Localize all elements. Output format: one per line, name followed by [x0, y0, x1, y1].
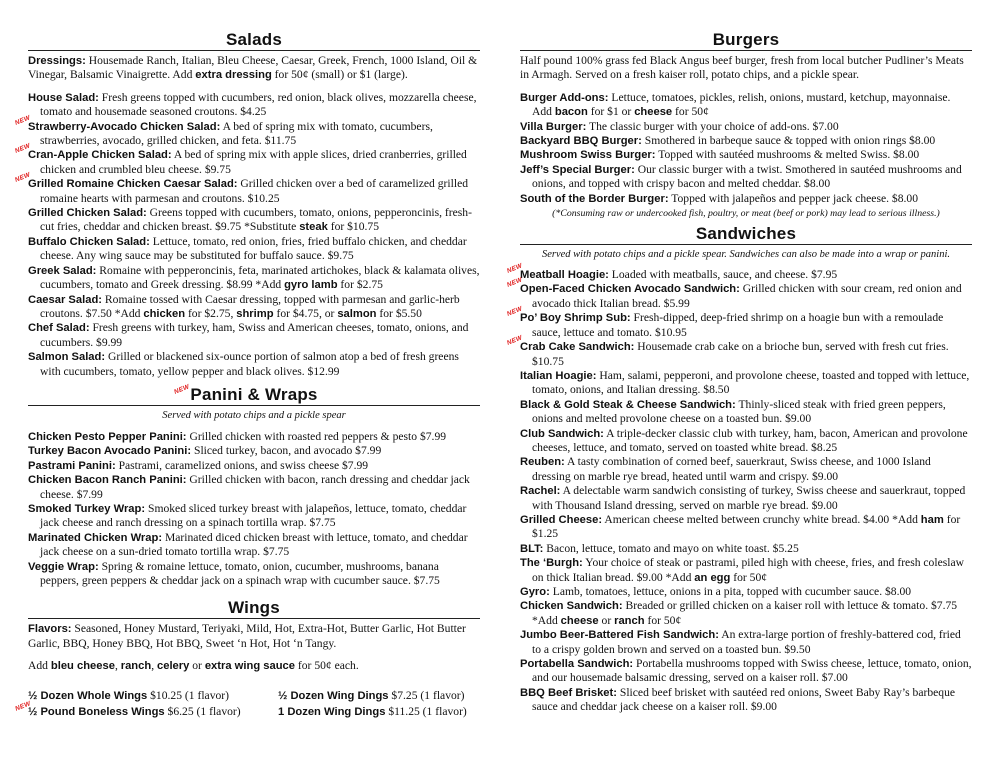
menu-item-villa-burger	[520, 120, 972, 134]
item-desc: Smothered in barbeque sauce & topped with onion rings $8.00	[641, 134, 936, 148]
item-desc: A delectable warm sandwich consisting of turkey, Swiss cheese and sauerkraut, topped with Thousand Island dressing, served on marble rye bread. $9.00	[532, 484, 966, 512]
menu-item-chicken-pesto-panini	[28, 430, 480, 444]
item-name: Cran-Apple Chicken Salad:	[28, 149, 172, 162]
item-name: Open-Faced Chicken Avocado Sandwich:	[520, 283, 740, 296]
item-desc: Grilled chicken over a bed of caramelized grilled romaine hearts with parmesan and croutons. $10.25	[40, 177, 469, 205]
item-desc: Sliced beef brisket with sautéed red onions, Sweet Baby Ray’s barbeque sauce and cheddar jack cheese on a kaiser roll. $9.00	[532, 685, 956, 714]
item-desc: Smoked sliced turkey breast with jalapeños, lettuce, tomato, cheddar jack cheese and ranch dressing on a spinach tortilla wrap. $7.75	[40, 501, 467, 530]
item-desc: Romaine tossed with Caesar dressing, topped with parmesan and garlic-herb croutons. $7.50 *Add	[40, 292, 460, 320]
menu-item-grilled-romaine-caesar	[14, 171, 480, 206]
item-name: Grilled Chicken Salad:	[28, 207, 147, 220]
dressings-tail: for 50¢ (small) or $1 (large).	[271, 68, 408, 82]
panini-title: Panini & Wraps	[190, 384, 318, 404]
new-badge-icon: NEW	[173, 383, 192, 396]
item-name: Jeff’s Special Burger:	[520, 163, 635, 176]
addon-cheese: cheese	[634, 106, 673, 119]
item-addon: chicken	[143, 307, 186, 320]
extra-ranch: ranch	[120, 660, 152, 673]
menu-item-smoked-turkey-wrap	[28, 502, 480, 531]
salads-title: Salads	[225, 30, 282, 49]
item-desc: The classic burger with your choice of add-ons. $7.00	[586, 119, 839, 133]
addons-text: for $1 or	[587, 105, 635, 119]
item-addon: steak	[299, 221, 328, 234]
menu-item-black-gold-steak	[520, 398, 972, 427]
wing-option-price: $7.25 (1 flavor)	[388, 688, 465, 702]
item-name: Black & Gold Steak & Cheese Sandwich:	[520, 398, 736, 411]
item-name: Villa Burger:	[520, 120, 587, 133]
item-desc: Housemade crab cake on a brioche bun, served with fresh cut fries. $10.75	[532, 340, 949, 368]
item-desc-tail: for $10.75	[327, 220, 380, 234]
menu-item-club-sandwich	[520, 427, 972, 456]
new-badge-icon: NEW	[506, 262, 524, 275]
sandwiches-subtitle: Served with potato chips and a pickle spear. Sandwiches can also be made into a wrap or panini.	[541, 249, 950, 261]
item-addon: ham	[920, 513, 944, 526]
item-addon: shrimp	[236, 307, 274, 320]
menu-item-open-faced-chicken-avocado	[506, 276, 972, 311]
item-name: Meatball Hoagie:	[520, 269, 609, 282]
menu-item-greek-salad	[28, 264, 480, 293]
extras-text: Add	[28, 659, 51, 673]
wing-option	[278, 688, 465, 704]
item-desc: Topped with sautéed mushrooms & melted Swiss. $8.00	[655, 148, 920, 162]
menu-item-turkey-bacon-avocado-panini	[28, 444, 480, 458]
sandwiches-title: Sandwiches	[695, 224, 797, 244]
menu-item-jeffs-special-burger	[520, 163, 972, 192]
menu-item-crab-cake-sandwich	[506, 334, 972, 369]
item-desc: A bed of spring mix with tomato, cucumbers, strawberries, avocado, grilled chicken, and feta. $11.75	[40, 119, 433, 148]
right-column	[506, 30, 972, 715]
menu-item-bbq-beef-brisket	[520, 686, 972, 715]
wings-header	[28, 598, 480, 619]
item-desc: Loaded with meatballs, sauce, and cheese. $7.95	[608, 268, 838, 282]
menu-item-chicken-bacon-ranch-panini	[28, 473, 480, 502]
item-desc: Marinated diced chicken breast with lettuce, tomato, and cheddar jack cheese on a sun-dried tomato tortilla wrap. $7.75	[40, 530, 468, 559]
wing-option	[28, 688, 278, 704]
new-badge-icon: NEW	[14, 171, 32, 185]
burgers-intro: Half pound 100% grass fed Black Angus beef burger, fresh from local butcher Pudliner’s Meats in Armagh. Served on a fresh kaiser roll, potato chips, and a pickle spear.	[520, 54, 964, 82]
item-desc: Greens topped with cucumbers, tomato, onions, pepperoncinis, fresh-cut fries, cheddar and chicken breast. $9.75 *Substitute	[40, 206, 472, 234]
menu-item-marinated-chicken-wrap	[28, 531, 480, 560]
dressings-line	[28, 54, 480, 83]
item-name: Grilled Romaine Chicken Caesar Salad:	[28, 178, 238, 191]
burgers-title: Burgers	[712, 30, 780, 49]
new-badge-icon: NEW	[14, 142, 32, 156]
item-desc: Topped with jalapeños and pepper jack cheese. $8.00	[668, 191, 918, 205]
new-badge-icon: NEW	[506, 334, 524, 347]
menu-item-salmon-salad	[28, 350, 480, 379]
item-desc: Pastrami, caramelized onions, and swiss cheese $7.99	[115, 458, 369, 472]
wing-option-price: $10.25 (1 flavor)	[147, 688, 230, 702]
item-desc: Grilled chicken with bacon, ranch dressing and cheddar jack cheese. $7.99	[40, 473, 470, 501]
item-name: Strawberry-Avocado Chicken Salad:	[28, 120, 221, 133]
item-addon: salmon	[337, 307, 377, 320]
extra-bleu-cheese: bleu cheese	[50, 660, 115, 673]
menu-item-meatball-hoagie	[506, 262, 972, 282]
item-name: Portabella Sandwich:	[520, 658, 634, 671]
item-addon: cheese	[560, 614, 599, 627]
wing-option	[14, 699, 278, 720]
item-desc: Your choice of steak or pastrami, piled high with cheese, fries, and fresh coleslaw on thick Italian bread. $9.00 *Add	[532, 556, 964, 584]
menu-item-reuben	[520, 455, 972, 484]
item-desc: A tasty combination of corned beef, sauerkraut, Swiss cheese, and 1000 Island dressing on marble rye bread, heated until warm and crispy. $9.00	[532, 455, 931, 483]
panini-header	[28, 385, 480, 406]
wing-option	[278, 704, 467, 720]
wing-option-name: ½ Pound Boneless Wings	[28, 705, 165, 718]
item-name: Italian Hoagie:	[520, 369, 597, 382]
menu-item-veggie-wrap	[28, 560, 480, 589]
item-name: Po’ Boy Shrimp Sub:	[520, 312, 631, 325]
item-name: Backyard BBQ Burger:	[520, 135, 642, 148]
extras-sep: or	[189, 659, 205, 673]
item-desc: Romaine with pepperoncinis, feta, marinated artichokes, black & kalamata olives, cucumbers, tomato and Greek dressing. $8.99 *Add	[40, 263, 480, 292]
item-name: Veggie Wrap:	[28, 560, 99, 573]
item-desc: Sliced turkey, bacon, and avocado $7.99	[191, 444, 382, 458]
item-name: Smoked Turkey Wrap:	[28, 502, 146, 515]
menu-item-pastrami-panini	[28, 459, 480, 473]
wing-option-name: 1 Dozen Wing Dings	[278, 705, 386, 718]
addons-tail: for 50¢	[672, 105, 709, 119]
sandwiches-header	[520, 224, 972, 245]
flavors-label: Flavors:	[28, 623, 72, 636]
addons-text: Lettuce, tomatoes, pickles, relish, onions, mustard, ketchup, mayonnaise. Add	[532, 90, 951, 119]
item-desc: Thinly-sliced steak with fried green peppers, onions and melted provolone cheese on a toasted bun. $9.00	[532, 397, 946, 426]
menu-item-the-burgh	[520, 556, 972, 585]
menu-item-mushroom-swiss-burger	[520, 148, 972, 162]
item-desc: Portabella mushrooms topped with Swiss cheese, lettuce, tomato, onion, and our housemade balsamic dressing, served on a kaiser roll. $7.00	[532, 657, 972, 685]
item-name: The ‘Burgh:	[520, 557, 583, 570]
menu-item-blt	[520, 542, 972, 556]
menu-item-gyro	[520, 585, 972, 599]
menu-item-italian-hoagie	[520, 369, 972, 398]
item-name: Turkey Bacon Avocado Panini:	[28, 445, 192, 458]
item-desc: Our classic burger with a twist. Smothered in sautéed mushrooms and onions, and topped with crispy bacon and melted cheddar. $8.00	[532, 162, 962, 191]
item-desc-tail: for 50¢	[644, 613, 682, 627]
burger-addons	[520, 91, 972, 120]
item-name: Greek Salad:	[28, 264, 97, 277]
menu-item-cran-apple-salad	[14, 142, 480, 177]
item-desc: Fresh greens with turkey, ham, Swiss and American cheeses, tomato, onions, and cucumbers. $9.99	[40, 321, 469, 349]
item-desc: Bacon, lettuce, tomato and mayo on white toast. $5.25	[543, 541, 799, 555]
menu-item-strawberry-avocado-salad	[14, 113, 480, 149]
new-badge-icon: NEW	[506, 276, 524, 290]
wing-option-price: $6.25 (1 flavor)	[164, 704, 241, 718]
flavors-list: Seasoned, Honey Mustard, Teriyaki, Mild, Hot, Extra-Hot, Butter Garlic, Hot Butter Garlic, BBQ, Honey BBQ, Hot BBQ, Sweet ‘n Hot, Hot ‘n Tangy.	[28, 622, 466, 650]
item-desc: American cheese melted between crunchy white bread. $4.00 *Add	[602, 512, 921, 526]
item-name: South of the Border Burger:	[520, 192, 669, 205]
dressings-extra: extra dressing	[195, 69, 272, 82]
menu-item-grilled-chicken-salad	[28, 206, 480, 235]
menu-item-buffalo-chicken-salad	[28, 235, 480, 264]
item-name: Chicken Sandwich:	[520, 600, 623, 613]
item-desc-tail: for $5.50	[376, 306, 422, 320]
item-desc: Grilled or blackened six-ounce portion of salmon atop a bed of fresh greens with cucumbers, tomato, yellow pepper and black olives. $12.99	[40, 350, 459, 378]
item-name: Rachel:	[520, 485, 561, 498]
item-desc: Lettuce, tomato, red onion, fries, fried buffalo chicken, and cheddar cheese. Any wing sauce may be substituted for buffalo sauce. $9.75	[40, 234, 467, 263]
item-name: Club Sandwich:	[520, 427, 604, 440]
item-desc-tail: for 50¢	[730, 570, 768, 584]
extras-tail: for 50¢ each.	[295, 659, 359, 673]
item-name: Salmon Salad:	[28, 351, 106, 364]
new-badge-icon: NEW	[506, 305, 524, 319]
item-name: Caesar Salad:	[28, 293, 103, 306]
item-name: BLT:	[520, 542, 544, 555]
raw-food-warning: (*Consuming raw or undercooked fish, poultry, or meat (beef or pork) may lead to serious illness.)	[552, 208, 940, 220]
item-desc-tail: for $2.75	[337, 278, 383, 292]
menu-item-po-boy-shrimp	[506, 305, 972, 340]
menu-item-south-border-burger	[520, 192, 972, 206]
menu-item-chef-salad	[28, 321, 480, 350]
item-addon: ranch	[614, 614, 645, 627]
wing-extras	[28, 659, 480, 673]
item-desc: An extra-large portion of freshly-battered cod, fried to a crispy golden brown and served on a toasted bun. $9.50	[532, 628, 961, 656]
wing-option-name: ½ Dozen Whole Wings	[28, 689, 148, 702]
item-desc-tail: for $2.75,	[185, 306, 237, 320]
item-name: Buffalo Chicken Salad:	[28, 235, 150, 248]
item-desc: Fresh greens topped with cucumbers, red onion, black olives, mozzarella cheese, tomato and housemade seasoned croutons. $4.25	[40, 90, 477, 119]
extras-sep: ,	[151, 659, 157, 673]
menu-item-backyard-bbq-burger	[520, 134, 972, 148]
item-name: BBQ Beef Brisket:	[520, 686, 617, 699]
panini-subtitle: Served with potato chips and a pickle spear	[162, 409, 346, 421]
new-badge-icon: NEW	[14, 113, 32, 127]
item-name: Chicken Bacon Ranch Panini:	[28, 474, 187, 487]
item-desc-tail: for $1.25	[532, 512, 961, 541]
addon-bacon: bacon	[554, 106, 588, 119]
item-desc: A triple-decker classic club with turkey, ham, bacon, American and provolone cheeses, lettuce, and tomato, served on toasted white bread. $8.25	[532, 426, 968, 454]
extra-wing-sauce: extra wing sauce	[204, 660, 295, 673]
item-name: Crab Cake Sandwich:	[520, 341, 635, 354]
item-name: Gyro:	[520, 586, 550, 598]
item-name: Chef Salad:	[28, 322, 90, 335]
item-desc: Spring & romaine lettuce, tomato, onion, cucumber, mushrooms, banana peppers, green peppers & cheddar jack on a spinach wrap with cucumber sauce. $7.75	[40, 559, 440, 587]
burgers-header	[520, 30, 972, 51]
item-name: Mushroom Swiss Burger:	[520, 149, 656, 162]
wing-option-price: $11.25 (1 flavor)	[385, 704, 467, 718]
addons-label: Burger Add-ons:	[520, 91, 609, 104]
new-badge-icon: NEW	[14, 699, 32, 713]
item-desc: Fresh-dipped, deep-fried shrimp on a hoagie bun with a remoulade sauce, lettuce and tomato. $10.95	[532, 311, 944, 339]
item-name: Jumbo Beer-Battered Fish Sandwich:	[520, 629, 719, 642]
menu-item-grilled-cheese	[520, 513, 972, 542]
salads-header	[28, 30, 480, 51]
wing-flavors	[28, 622, 480, 651]
item-desc-tail: or	[598, 613, 615, 627]
item-name: Chicken Pesto Pepper Panini:	[28, 430, 187, 443]
item-name: Pastrami Panini:	[28, 459, 116, 472]
extra-celery: celery	[157, 660, 190, 673]
dressings-label: Dressings:	[28, 55, 86, 67]
wing-option-name: ½ Dozen Wing Dings	[278, 689, 389, 702]
extras-sep: ,	[114, 659, 121, 673]
item-addon: an egg	[694, 571, 731, 584]
item-desc: Lamb, tomatoes, lettuce, onions in a pita, topped with cucumber sauce. $8.00	[549, 585, 912, 598]
menu-item-caesar-salad	[28, 293, 480, 322]
item-desc: Ham, salami, pepperoni, and provolone cheese, toasted and topped with lettuce, tomato, onions, and Italian dressing. $8.50	[532, 368, 970, 397]
item-desc: Breaded or grilled chicken on a kaiser roll with lettuce & tomato. $7.75 *Add	[532, 599, 958, 627]
left-column	[14, 30, 480, 720]
item-desc: A bed of spring mix with apple slices, dried cranberries, grilled chicken and crumbled bleu cheese. $9.75	[40, 148, 467, 176]
item-desc: Grilled chicken with sour cream, red onion and avocado thick Italian bread. $5.99	[532, 282, 962, 310]
item-name: Reuben:	[520, 456, 565, 469]
menu-item-chicken-sandwich	[520, 599, 972, 628]
item-desc-tail: for $4.75, or	[273, 306, 338, 320]
menu-item-rachel	[520, 484, 972, 513]
menu-item-beer-battered-fish	[520, 628, 972, 657]
wings-row-2	[14, 699, 480, 720]
item-name: Grilled Cheese:	[520, 513, 603, 526]
item-name: Marinated Chicken Wrap:	[28, 531, 163, 544]
item-name: House Salad:	[28, 91, 99, 104]
menu-item-portabella-sandwich	[520, 657, 972, 686]
panini-title-wrap	[173, 383, 318, 405]
wings-row-1	[28, 688, 480, 704]
menu-item-house-salad	[28, 91, 480, 120]
dressings-text: Housemade Ranch, Italian, Bleu Cheese, Caesar, Greek, French, 1000 Island, Oil & Vinegar, Balsamic Vinaigrette. Add	[28, 54, 478, 82]
wings-title: Wings	[228, 598, 280, 618]
item-addon: gyro lamb	[284, 279, 338, 292]
item-desc: Grilled chicken with roasted red peppers & pesto $7.99	[186, 429, 447, 443]
